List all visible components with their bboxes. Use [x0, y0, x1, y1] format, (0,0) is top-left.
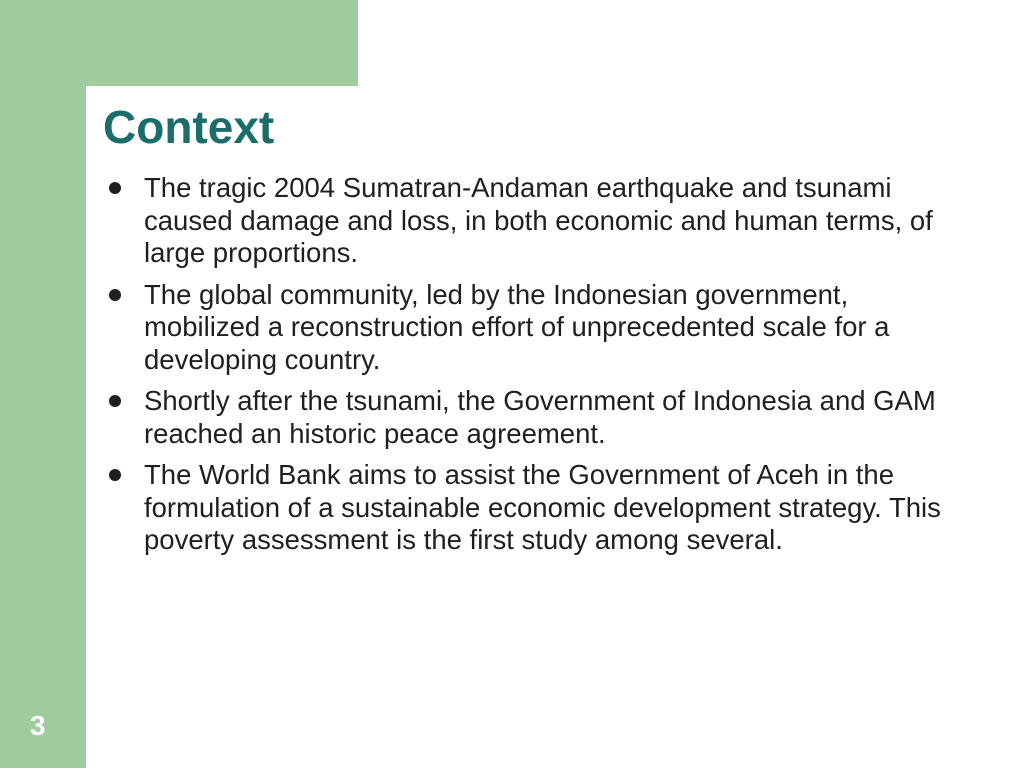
bullet-text: The World Bank aims to assist the Government of Aceh in the formulation of a sustainable economic development strategy. This poverty assessment is the first study among several. [144, 459, 941, 555]
left-green-band [0, 0, 86, 768]
bullet-dot-icon [109, 182, 121, 194]
bullet-text: Shortly after the tsunami, the Government of Indonesia and GAM reached an historic peace agreement. [144, 385, 936, 449]
bullet-dot-icon [109, 289, 121, 301]
bullet-dot-icon [109, 469, 121, 481]
bullet-dot-icon [109, 395, 121, 407]
top-green-band [0, 0, 358, 86]
bullet-item [103, 385, 963, 450]
bullet-item [103, 459, 963, 557]
slide-title: Context [103, 101, 275, 153]
bullet-text: The tragic 2004 Sumatran-Andaman earthquake and tsunami caused damage and loss, in both economic and human terms, of large proportions. [144, 172, 933, 268]
page-number: 3 [30, 710, 46, 741]
bullet-item [103, 279, 963, 377]
bullet-item [103, 172, 963, 270]
bullet-text: The global community, led by the Indonesian government, mobilized a reconstruction effort of unprecedented scale for a developing country. [144, 278, 890, 375]
bullet-list [103, 172, 963, 566]
